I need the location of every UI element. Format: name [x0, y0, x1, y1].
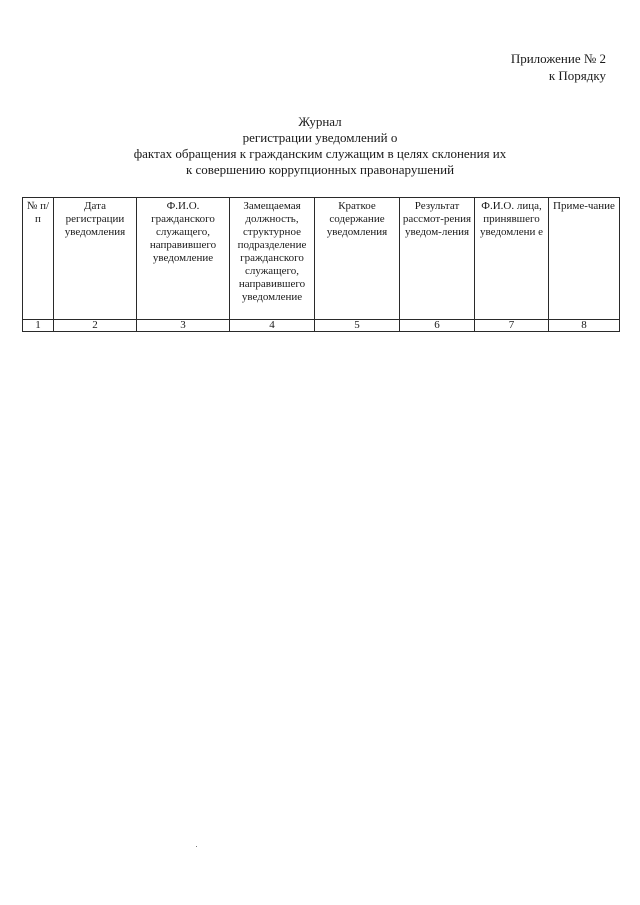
header-cell-employee-name: Ф.И.О. гражданского служащего, направившего уведомление	[137, 198, 230, 320]
title-line-3: фактах обращения к гражданским служащим в целях склонения их	[133, 146, 507, 161]
appendix-note	[511, 50, 606, 84]
column-number-cell: 4	[230, 320, 315, 332]
header-cell-summary: Краткое содержание уведомления	[315, 198, 400, 320]
header-cell-note: Приме-чание	[549, 198, 620, 320]
column-number-cell: 2	[54, 320, 137, 332]
column-number-cell: 1	[23, 320, 54, 332]
header-cell-receiver-name: Ф.И.О. лица, принявшего уведомлени е	[475, 198, 549, 320]
header-cell-registration-date: Дата регистрации уведомления	[54, 198, 137, 320]
column-number-row	[23, 320, 620, 332]
journal-table	[22, 197, 620, 332]
title-line-1: Журнал	[298, 114, 342, 129]
appendix-line-1: Приложение № 2	[510, 51, 606, 66]
header-cell-position: Замещаемая должность, структурное подразделение гражданского служащего, направившего уведомление	[230, 198, 315, 320]
title-line-4: к совершению коррупционных правонарушений	[185, 162, 455, 177]
column-number-cell: 6	[400, 320, 475, 332]
column-number-cell: 8	[549, 320, 620, 332]
header-cell-result: Результат рассмот-рения уведом-ления	[400, 198, 475, 320]
appendix-line-2: к Порядку	[548, 68, 606, 83]
column-number-cell: 7	[475, 320, 549, 332]
header-cell-number: № п/п	[23, 198, 54, 320]
title-line-2: регистрации уведомлений о	[242, 130, 398, 145]
header-row	[23, 198, 620, 320]
scan-speck	[196, 846, 197, 847]
column-number-cell: 5	[315, 320, 400, 332]
document-title	[0, 114, 640, 178]
column-number-cell: 3	[137, 320, 230, 332]
